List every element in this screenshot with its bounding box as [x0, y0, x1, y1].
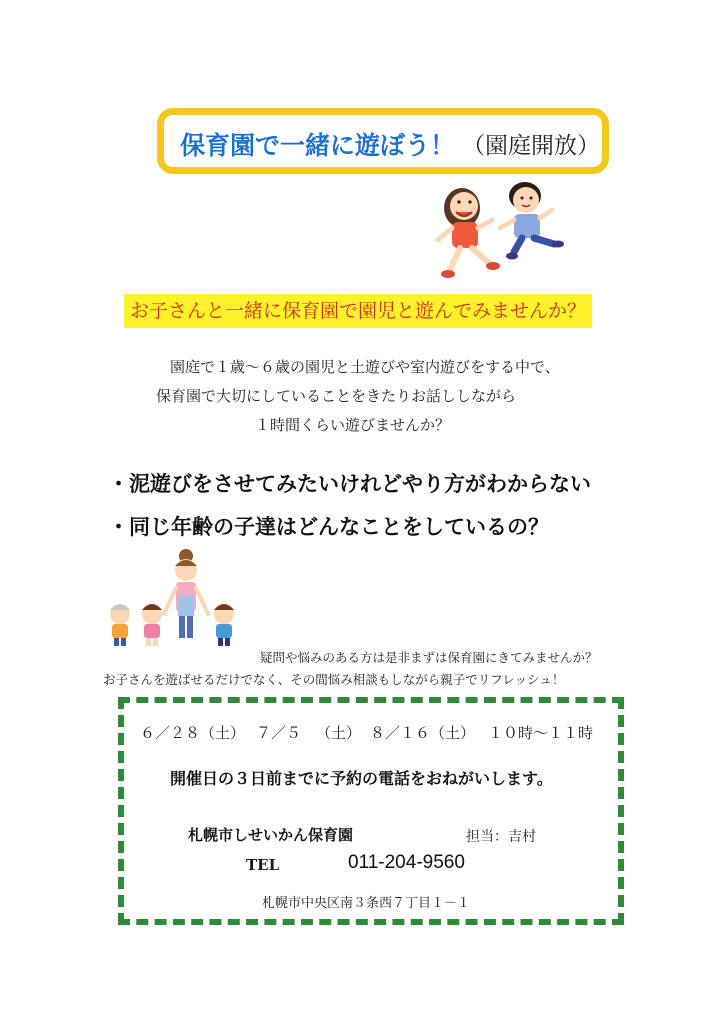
- event-date-2: ７／５: [256, 724, 302, 742]
- caregiver-figure: [164, 549, 208, 638]
- child-figure-1: [110, 604, 130, 646]
- running-children-illustration: [430, 178, 570, 282]
- intro-line-1: 園庭で１歳～６歳の園児と土遊びや室内遊びをする中で、: [170, 358, 560, 376]
- highlight-question: お子さんと一緒に保育園で園児と遊んでみませんか？: [124, 294, 592, 328]
- girl-figure: [438, 188, 500, 278]
- phone-number[interactable]: 011-204-9560: [348, 852, 465, 873]
- event-date-3: ８／１６（土）: [370, 724, 476, 742]
- event-date-2-day: （土）: [316, 724, 362, 742]
- child-figure-3: [214, 604, 234, 646]
- page-subtitle: （園庭開放）: [462, 133, 600, 159]
- intro-line-3: １時間くらい遊びませんか？: [255, 416, 451, 434]
- staff-contact: 担当：吉村: [466, 829, 536, 845]
- event-time: １０時～１１時: [488, 724, 594, 742]
- page-title: 保育園で一緒に遊ぼう！: [180, 131, 456, 160]
- child-figure-2: [142, 604, 162, 646]
- bullet-item-2: ・同じ年齢の子達はどんなことをしているの？: [108, 515, 549, 539]
- intro-line-2: 保育園で大切にしていることをきたりお話ししながら: [156, 387, 517, 405]
- event-date-1: ６／２８（土）: [140, 724, 246, 742]
- reservation-notice: 開催日の３日前までに予約の電話をおねがいします。: [170, 769, 553, 788]
- organization-name: 札幌市しせいかん保育園: [188, 826, 354, 844]
- family-illustration: [102, 548, 246, 648]
- tel-label: TEL: [246, 856, 280, 874]
- address: 札幌市中央区南３条西７丁目１－１: [262, 896, 471, 911]
- bullet-item-1: ・泥遊びをさせてみたいけれどやり方がわからない: [108, 472, 591, 496]
- invite-line-1: 疑問や悩みのある方は是非まずは保育園にきてみませんか？: [260, 650, 598, 665]
- invite-line-2: お子さんを遊ばせるだけでなく、その間悩み相談もしながら親子でリフレッシュ！: [103, 672, 565, 687]
- boy-figure: [500, 182, 564, 260]
